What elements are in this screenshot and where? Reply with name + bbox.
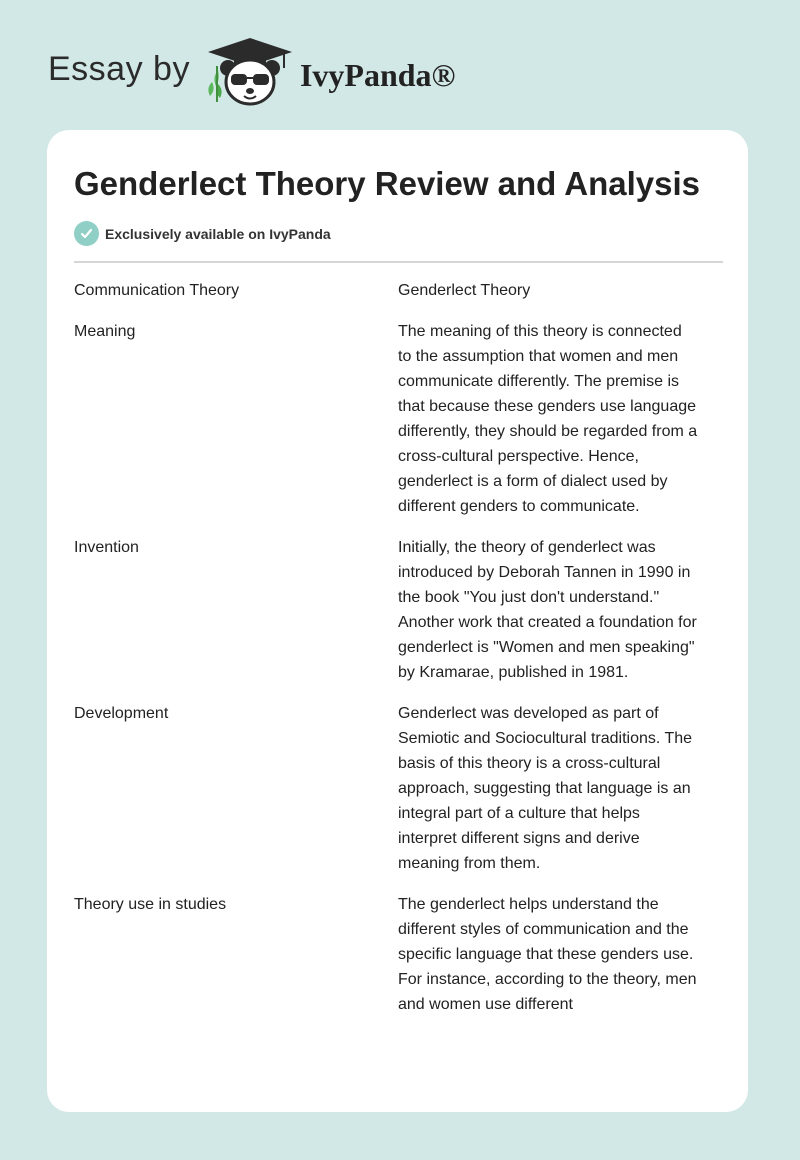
checkmark-icon: [74, 221, 99, 246]
row-value: Genderlect was developed as part of Semiotic and Sociocultural traditions. The basis of this theory is a cross-cultural approach, suggesting that language is an integral part of a culture that helps interpret different signs and derive meaning from them.: [398, 705, 693, 872]
site-logo[interactable]: [48, 36, 455, 108]
document-card: [47, 130, 748, 1112]
exclusive-badge: [74, 221, 331, 246]
page-title: Genderlect Theory Review and Analysis: [74, 165, 701, 202]
row-value: The genderlect helps understand the different styles of communication and the specific language that these genders use. For instance, according to the theory, men and women use different: [398, 896, 697, 1013]
divider: [74, 261, 723, 263]
row-label: Invention: [74, 539, 139, 556]
row-label: Theory use in studies: [74, 896, 227, 913]
theory-table: [74, 278, 723, 1033]
row-label: Meaning: [74, 323, 136, 340]
row-value: The meaning of this theory is connected to the assumption that women and men communicate differently. The premise is that because these genders use language differently, they should be regarded from a cross-cultural perspective. Hence, genderlect is a form of dialect used by different genders to communicate.: [398, 323, 698, 515]
table-row: [74, 319, 723, 519]
table-row: [74, 278, 723, 303]
panda-logo-icon: [204, 36, 296, 108]
brand-name: IvyPanda®: [299, 56, 456, 93]
table-row: [74, 535, 723, 685]
row-label: Development: [74, 705, 169, 722]
row-value: Initially, the theory of genderlect was introduced by Deborah Tannen in 1990 in the book "You just don't understand." Another work that created a foundation for genderlect is "Women and men speaking" by Kramarae, published in 1981.: [398, 539, 697, 681]
table-row: [74, 701, 723, 876]
exclusive-badge-label: Exclusively available on IvyPanda: [105, 225, 331, 242]
row-value: Genderlect Theory: [398, 282, 531, 299]
table-row: [74, 892, 723, 1017]
row-label: Communication Theory: [74, 282, 240, 299]
essay-by-label: Essay by: [48, 49, 190, 88]
